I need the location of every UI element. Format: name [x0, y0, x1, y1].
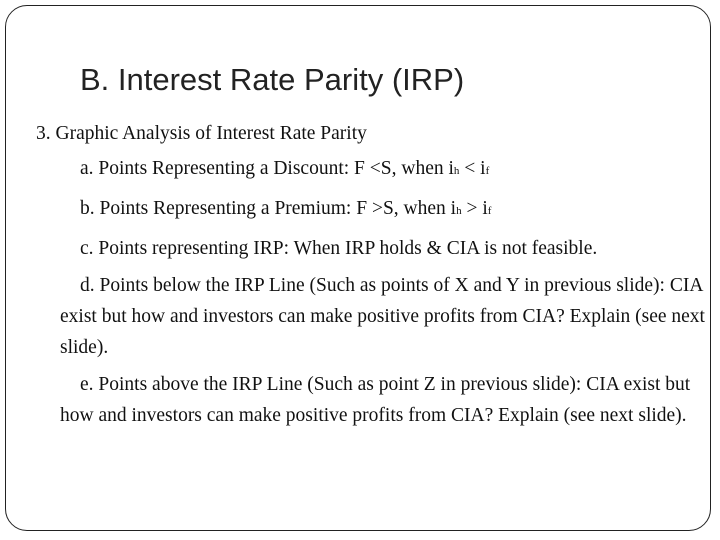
bullet-a-mid: < i: [459, 158, 486, 179]
bullet-a: [36, 153, 708, 187]
bullet-b-sub-f: f: [487, 205, 492, 217]
bullet-d: d. Points below the IRP Line (Such as points of X and Y in previous slide): CIA exist but how and investors can make positive profits from CIA? Explain (see next slide).: [60, 275, 705, 358]
bullet-e: e. Points above the IRP Line (Such as point Z in previous slide): CIA exist but how and investors can make positive profits from CIA? Explain (see next slide).: [60, 374, 691, 426]
bullet-a-sub-h: h: [453, 165, 460, 177]
bullet-b: [36, 193, 708, 227]
slide-body: [36, 118, 708, 431]
bullet-a-sub-f: f: [485, 165, 490, 177]
bullet-c: c. Points representing IRP: When IRP holds & CIA is not feasible.: [80, 238, 598, 259]
bullet-a-text: a. Points Representing a Discount: F <S, when i: [80, 158, 454, 179]
bullet-b-mid: > i: [461, 198, 488, 219]
slide-title: B. Interest Rate Parity (IRP): [80, 62, 465, 97]
bullet-b-sub-h: h: [456, 205, 462, 217]
bullet-b-text: b. Points Representing a Premium: F >S, when i: [80, 198, 457, 219]
section-heading: 3. Graphic Analysis of Interest Rate Parity: [36, 123, 367, 144]
